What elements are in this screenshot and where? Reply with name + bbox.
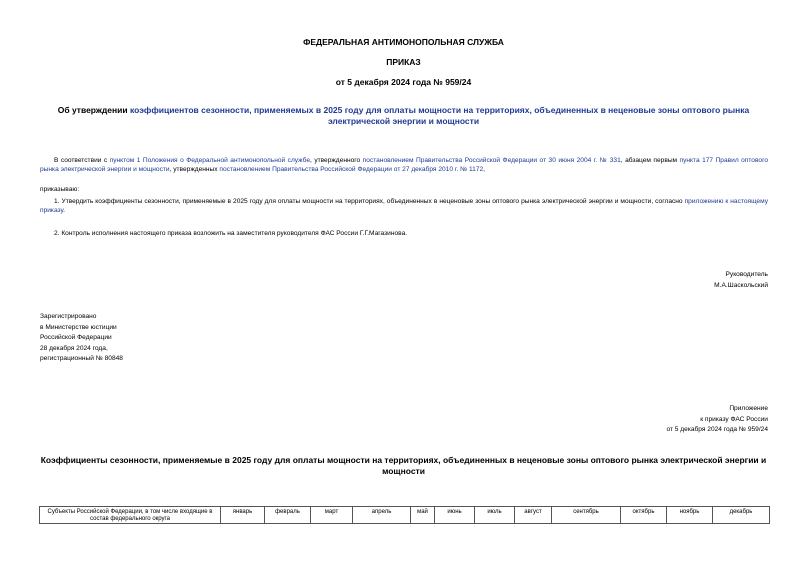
table-header-cell: декабрь <box>713 507 770 524</box>
order-word: приказываю: <box>40 186 80 193</box>
title-prefix: Об утверждении <box>57 105 130 115</box>
registration-line: 28 декабря 2024 года, <box>40 344 108 352</box>
preamble-text: , утвержденных <box>169 166 220 173</box>
doc-type: ПРИКАЗ <box>386 57 421 67</box>
order-item-1 <box>40 197 768 215</box>
registration-line: Зарегистрировано <box>40 313 97 320</box>
appendix-line: к приказу ФАС России <box>700 415 768 423</box>
registration-line: Российской Федерации <box>40 334 112 341</box>
appendix-line: от 5 декабря 2024 года № 959/24 <box>666 426 768 433</box>
table-header-cell: июнь <box>435 507 475 524</box>
table-header-cell: февраль <box>265 507 311 524</box>
link-wholesale-market-rules[interactable]: Правил оптового рынка электрической энергии и мощности <box>40 157 768 173</box>
table-header-cell: июль <box>475 507 515 524</box>
table-header-cell: Субъекты Российской Федерации, в том числе входящие в состав федерального округа <box>40 507 221 524</box>
appendix-title: Коэффициенты сезонности, применяемые в 2025 году для оплаты мощности на территориях, объединенных в неценовые зоны оптового рынка электрической энергии и мощности <box>40 455 767 476</box>
appendix-header <box>666 404 768 436</box>
registration-block <box>40 312 123 365</box>
signature-role: Руководитель <box>725 271 768 278</box>
signature-name: М.А.Шаскольский <box>714 282 768 289</box>
table-header-row <box>40 507 770 524</box>
link-resolution-331[interactable]: постановлением Правительства Российской Федерации от 30 июня 2004 г. № 331 <box>362 157 621 164</box>
table-header-cell: март <box>311 507 353 524</box>
item-1-text: 1. Утвердить коэффициенты сезонности, применяемые в 2025 году для оплаты мощности на территориях, объединенных в неценовые зоны оптового рынка электрической энергии и мощности, согласно <box>54 198 685 205</box>
preamble-text: В соответствии с <box>54 157 110 164</box>
table-header-cell: январь <box>221 507 265 524</box>
document-title <box>40 105 767 127</box>
table-header-cell: август <box>515 507 552 524</box>
link-appendix[interactable]: приложению к настоящему приказу <box>40 198 768 214</box>
table-header-cell: май <box>411 507 435 524</box>
appendix-line: Приложение <box>729 405 768 412</box>
registration-line: в Министерстве юстиции <box>40 323 117 331</box>
preamble-text: , абзацем первым <box>620 157 680 164</box>
preamble-text: , <box>483 166 486 173</box>
title-link[interactable]: коэффициентов сезонности, применяемых в 2025 году для оплаты мощности на территориях, объединенных в неценовые зоны оптового рынка электрической энергии и мощности <box>129 105 750 126</box>
link-resolution-1172[interactable]: постановлением Правительства Российской Федерации от 27 декабря 2010 г. № 1172 <box>219 166 484 173</box>
registration-line: регистрационный № 80848 <box>40 355 123 362</box>
coefficients-table <box>39 506 770 524</box>
link-fas-regulation[interactable]: Положения о Федеральной антимонопольной службе <box>142 157 311 164</box>
doc-date-number: от 5 декабря 2024 года № 959/24 <box>335 77 472 87</box>
preamble-text: , утвержденного <box>310 157 363 164</box>
item-1-end: . <box>63 207 65 214</box>
order-item-2: 2. Контроль исполнения настоящего приказа возложить на заместителя руководителя ФАС России Г.Г.Магазинова. <box>54 230 408 237</box>
preamble-paragraph <box>40 156 768 174</box>
table-header-cell: сентябрь <box>552 507 621 524</box>
agency-name: ФЕДЕРАЛЬНАЯ АНТИМОНОПОЛЬНАЯ СЛУЖБА <box>303 37 504 47</box>
table-header-cell: ноябрь <box>667 507 713 524</box>
table-header-cell: октябрь <box>621 507 667 524</box>
link-point-1[interactable]: пунктом 1 <box>109 157 141 164</box>
table-header-cell: апрель <box>353 507 411 524</box>
link-point-177[interactable]: пункта 177 <box>679 157 714 164</box>
